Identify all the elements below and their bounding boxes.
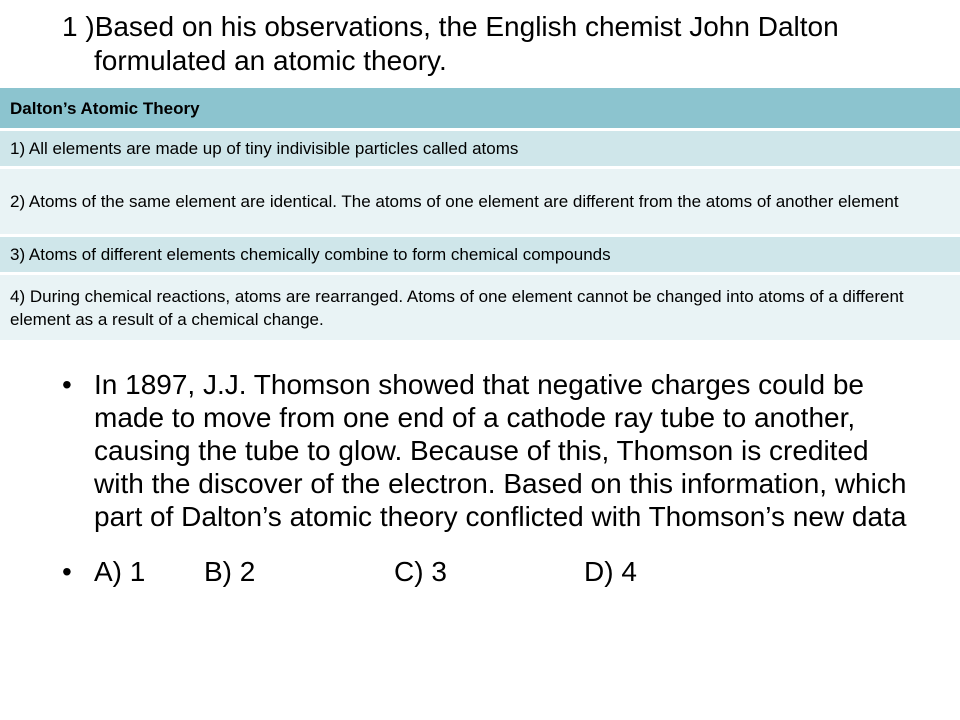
table-cell-4: 4) During chemical reactions, atoms are rearranged. Atoms of one element cannot be changed into atoms of a different element as a result of a chemical change. xyxy=(0,274,960,341)
table-header-cell: Dalton’s Atomic Theory xyxy=(0,88,960,130)
answer-option-a: A) 1 xyxy=(94,556,146,587)
bullet-icon: • xyxy=(62,556,72,587)
table-row xyxy=(0,130,960,168)
intro-line xyxy=(62,10,942,78)
answer-option-d: D) 4 xyxy=(584,556,637,587)
intro-paragraph xyxy=(62,10,942,78)
dalton-theory-table xyxy=(0,88,960,340)
bullet-icon: • xyxy=(62,369,72,400)
table-row xyxy=(0,274,960,341)
table-cell-1: 1) All elements are made up of tiny indivisible particles called atoms xyxy=(0,130,960,168)
intro-number: 1 ) xyxy=(62,11,95,42)
answer-option-c: C) 3 xyxy=(394,556,447,587)
table-cell-2: 2) Atoms of the same element are identical. The atoms of one element are different from the atoms of another element xyxy=(0,168,960,236)
intro-text: Based on his observations, the English chemist John Dalton formulated an atomic theory. xyxy=(94,11,839,76)
table-row xyxy=(0,236,960,274)
question-text: In 1897, J.J. Thomson showed that negative charges could be made to move from one end of a cathode ray tube to another, causing the tube to glow. Because of this, Thomson is credited with the discover of the electron. Based on this information, which part of Dalton’s atomic theory conflicted with Thomson’s new data xyxy=(94,369,907,532)
answer-choices xyxy=(62,555,922,588)
question-item xyxy=(62,368,922,533)
table-header-row xyxy=(0,88,960,130)
answer-option-b: B) 2 xyxy=(204,556,256,587)
question-list xyxy=(62,368,922,588)
table-row xyxy=(0,168,960,236)
table-cell-3: 3) Atoms of different elements chemically combine to form chemical compounds xyxy=(0,236,960,274)
